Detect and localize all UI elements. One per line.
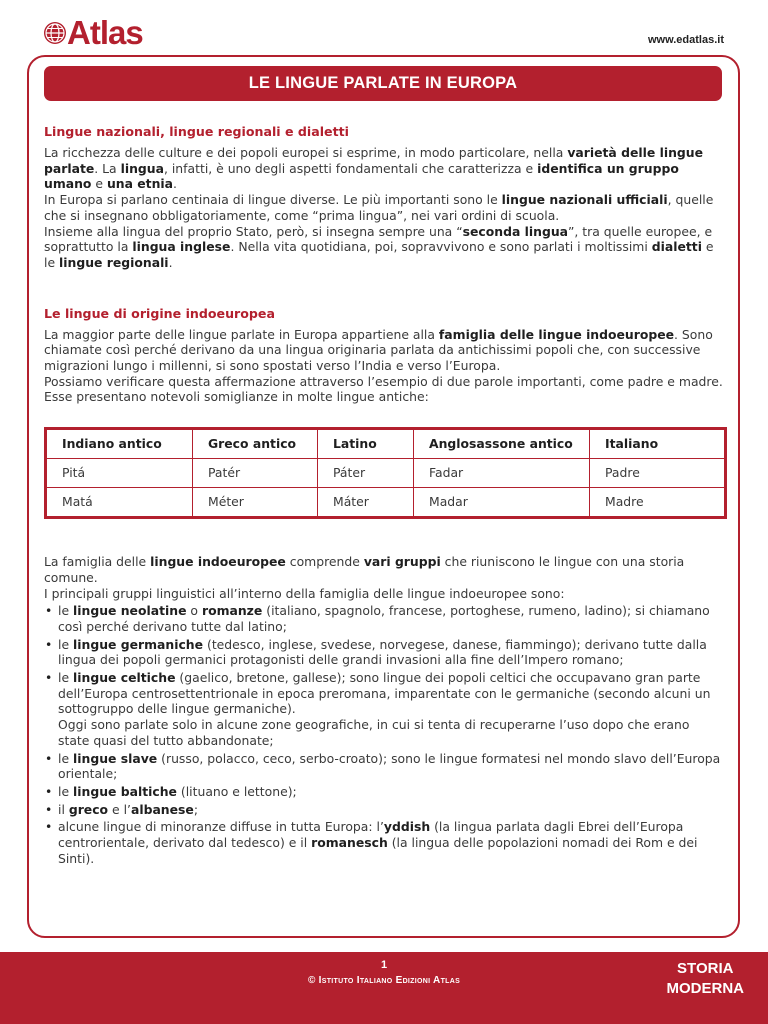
paragraph: La famiglia delle lingue indoeuropee comprende vari gruppi che riuniscono le lingue con una storia comune. [44,554,685,585]
subject-line: MODERNA [666,980,744,997]
list-item: • le lingue slave (russo, polacco, ceco, serbo-croato); sono le lingue formatesi nel mondo slavo dell’Europa orientale; [44,751,724,782]
table-cell: Fadar [414,459,590,488]
globe-icon [44,22,66,44]
site-url[interactable]: www.edatlas.it [647,34,724,46]
paragraph: La ricchezza delle culture e dei popoli europei si esprime, in modo particolare, nella varietà delle lingue parlate. La lingua, infatti, è uno degli aspetti fondamentali che caratterizza e identifica un gruppo umano e una etnia. [44,145,704,192]
table-header: Italiano [590,430,725,459]
main-content [44,124,724,867]
table-cell: Patér [193,459,318,488]
table-cell: Padre [590,459,725,488]
list-item: • le lingue celtiche (gaelico, bretone, gallese); sono lingue dei popoli celtici che occupavano gran parte dell’Europa centrosettentrionale in epoca preromana, imparentate con le germaniche (secondo alcuni un sottogruppo delle lingue germaniche). Oggi sono parlate solo in alcune zone geografiche, in cui si tenta di recuperarne l’uso dopo che erano state quasi del tutto abbandonate; [44,670,724,749]
paragraph: La maggior parte delle lingue parlate in Europa appartiene alla famiglia delle lingue indoeuropee. Sono chiamate così perché derivano da una lingua originaria parlata da antichissimi popoli che, con successive migrazioni lungo i millenni, si sono spostati verso l’India e verso l’Europa. [44,326,713,374]
table-row [47,488,725,517]
paragraph: Possiamo verificare questa affermazione attraverso l’esempio di due parole importanti, come padre e madre. [44,373,723,389]
table-header: Anglosassone antico [414,430,590,459]
table-cell: Máter [318,488,414,517]
paragraph: In Europa si parlano centinaia di lingue diverse. Le più importanti sono le lingue nazionali ufficiali, quelle che si insegnano obbligatoriamente, come “prima lingua”, nei vari ordini di scuola. [44,192,714,223]
list-item: • le lingue baltiche (lituano e lettone); [44,784,724,800]
section-title-indoeuropean: Le lingue di origine indoeuropea [44,305,275,321]
logo-text: Atlas [67,14,143,51]
table-cell: Páter [318,459,414,488]
table-header: Greco antico [193,430,318,459]
groups-list [44,603,724,866]
table-cell: Méter [193,488,318,517]
page-title: LE LINGUE PARLATE IN EUROPA [248,74,518,92]
atlas-logo [44,16,143,50]
paragraph: Insieme alla lingua del proprio Stato, però, si insegna sempre una “seconda lingua”, tra quelle europee, e soprattutto la lingua inglese. Nella vita quotidiana, poi, sopravvivono e sono parlati i moltissimi dialetti e le lingue regionali. [44,223,714,270]
table-cell: Madre [590,488,725,517]
list-item: • il greco e l’albanese; [44,802,724,818]
paragraph: Esse presentano notevoli somiglianze in molte lingue antiche: [44,389,429,405]
subject-label [667,959,745,999]
section-title-dialects: Lingue nazionali, lingue regionali e dialetti [44,124,349,139]
list-item: • alcune lingue di minoranze diffuse in tutta Europa: l’yddish (la lingua parlata dagli Ebrei dell’Europa centrorientale, derivato dal tedesco) e il romanesch (la lingua delle popolazioni nomadi dei Rom e dei Sinti). [44,819,724,866]
list-item: • le lingue neolatine o romanze (italiano, spagnolo, francese, portoghese, rumeno, ladino); si chiamano così perché derivano tutte dal latino; [44,603,724,634]
paragraph: I principali gruppi linguistici all’interno della famiglia delle lingue indoeuropee sono: [44,585,565,601]
table-header: Indiano antico [47,430,193,459]
table-cell: Matá [47,488,193,517]
title-bar [44,66,722,101]
table-header: Latino [318,430,414,459]
words-table [44,427,727,519]
footer [0,952,768,1024]
language-groups [44,554,724,866]
subject-line: STORIA [677,960,734,977]
table-cell: Pitá [47,459,193,488]
copyright: © Istituto Italiano Edizioni Atlas [307,975,461,986]
table-header-row [47,430,725,459]
table-row [47,459,725,488]
table-cell: Madar [414,488,590,517]
list-item: • le lingue germaniche (tedesco, inglese, svedese, norvegese, danese, fiammingo); derivano tutte dalla lingua dei popoli germanici protagonisti delle grandi invasioni alla fine dell’Impero romano; [44,637,724,668]
page-number: 1 [380,959,388,971]
